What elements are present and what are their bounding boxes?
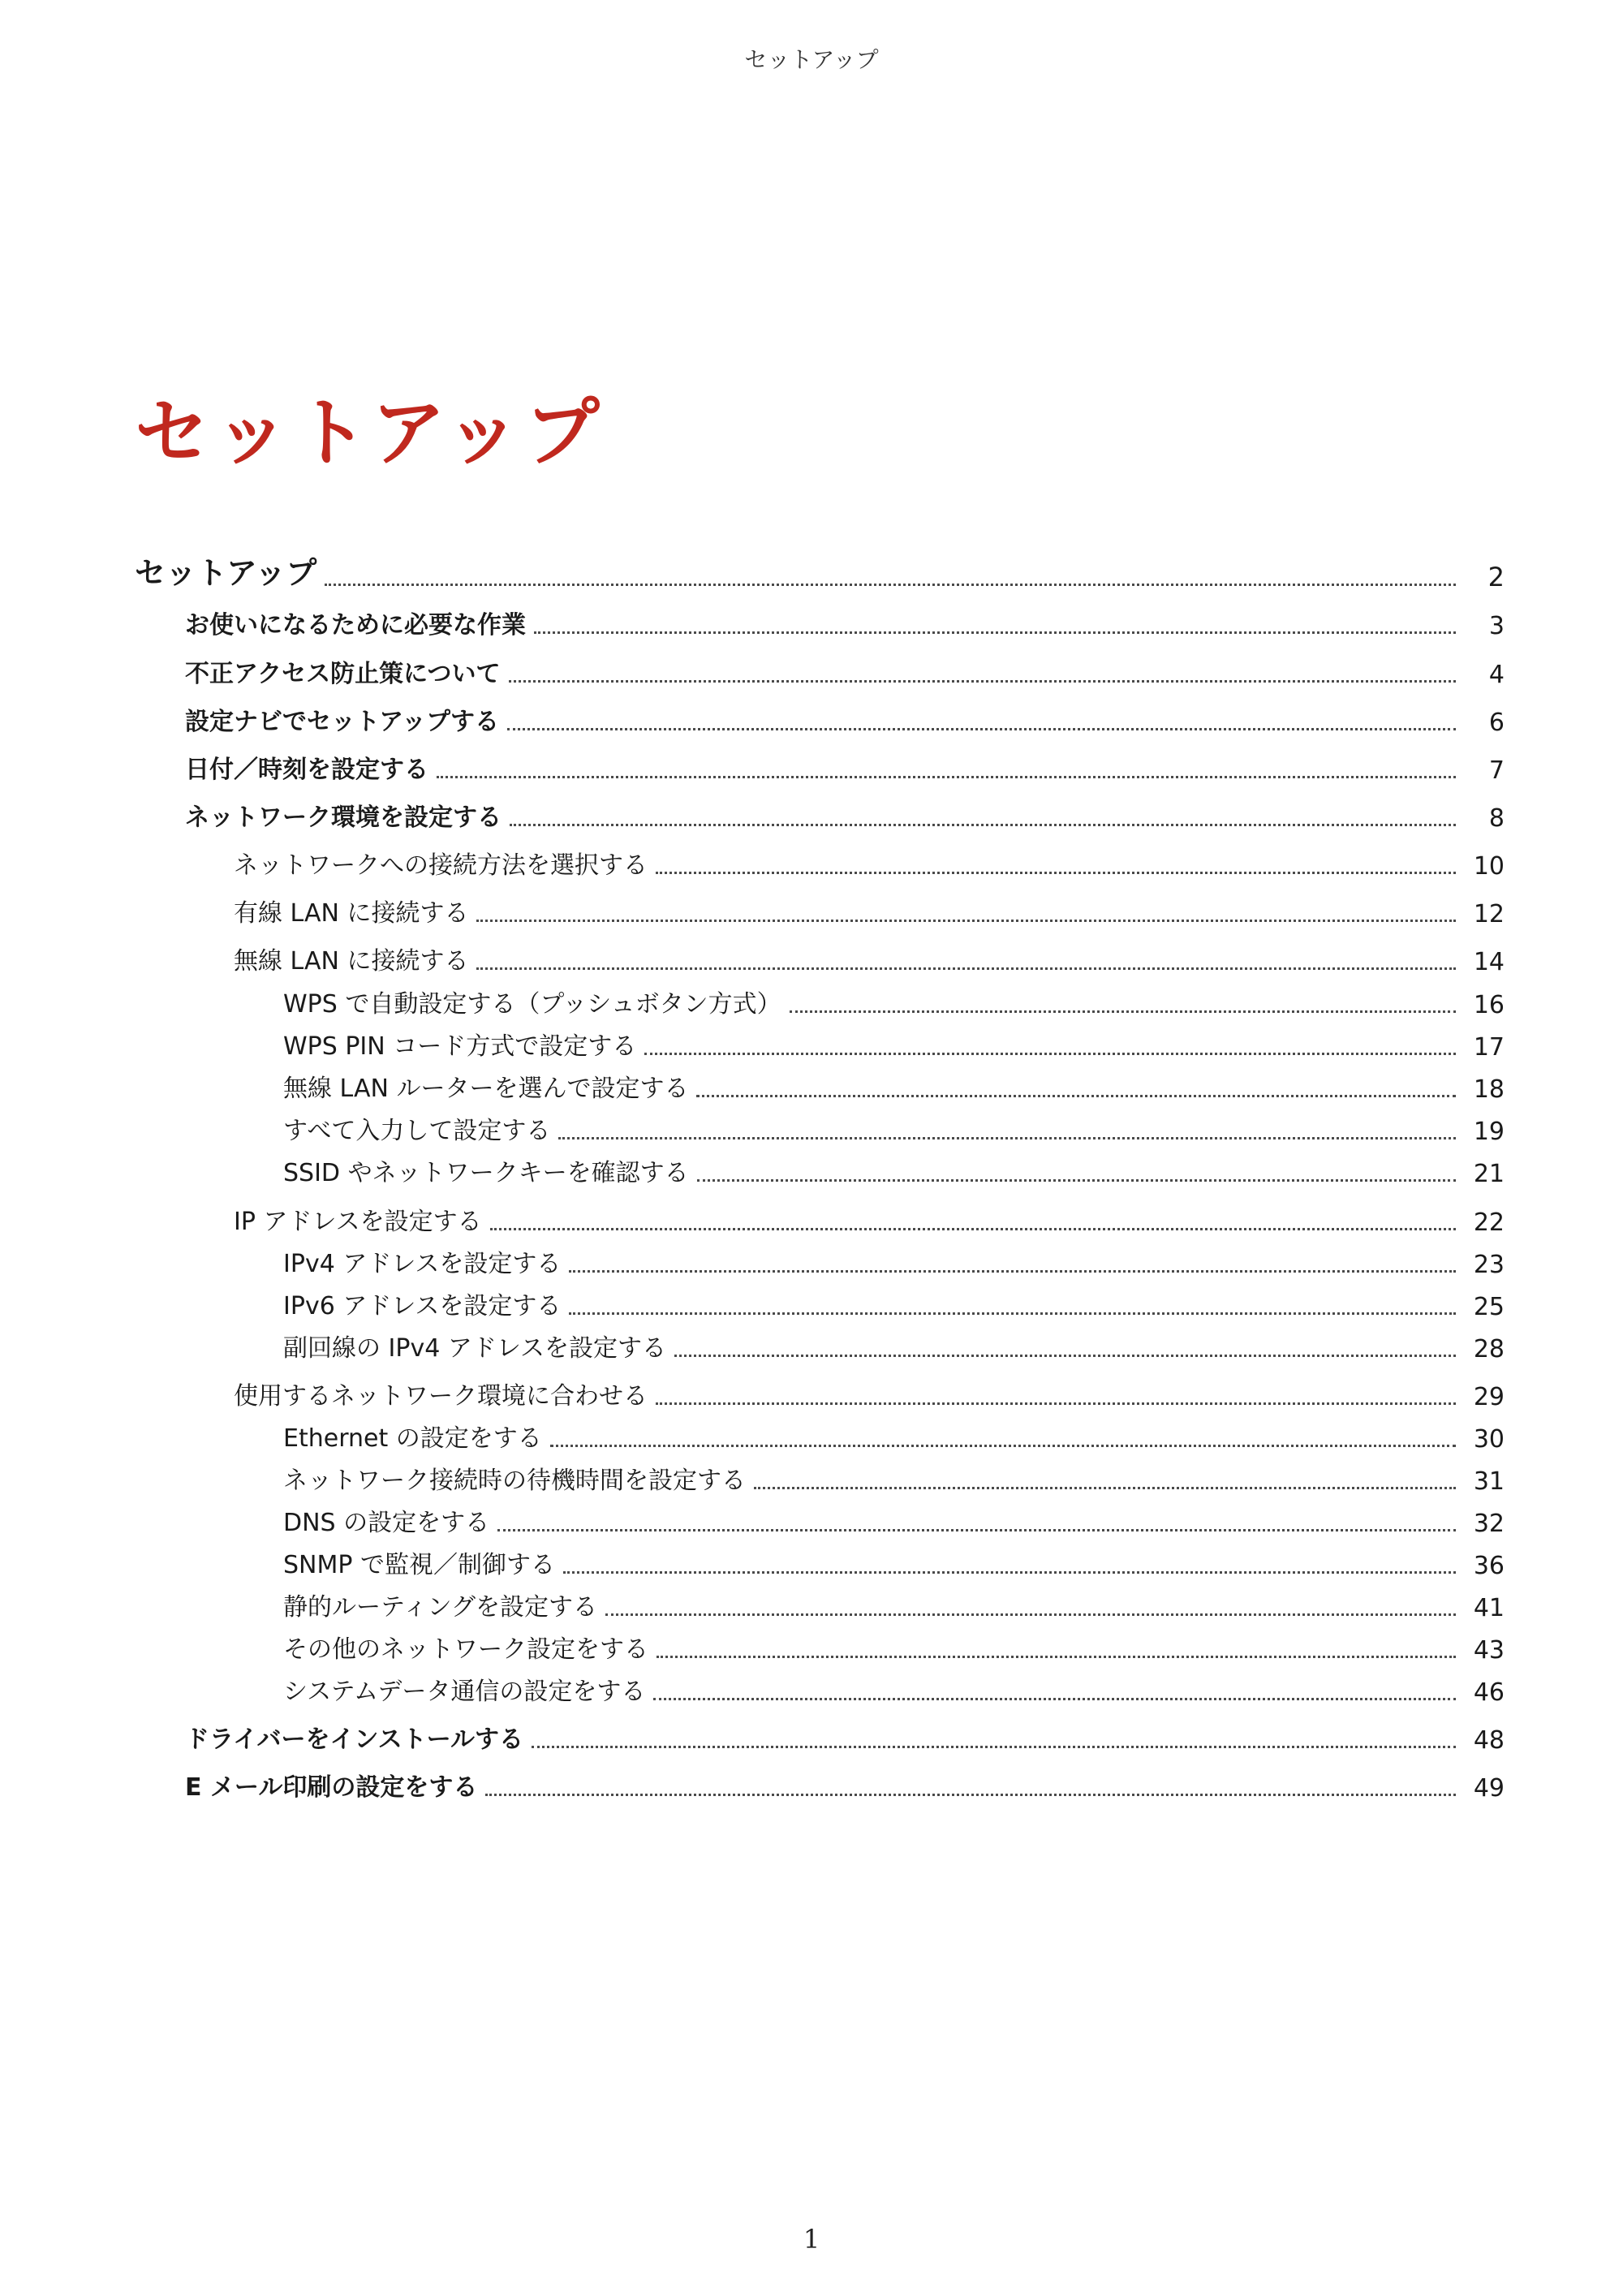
toc-entry-label: IPv4 アドレスを設定する [283,1250,562,1278]
toc-dot-leader [569,1312,1456,1315]
toc-dot-leader [569,1270,1456,1273]
toc-page-number: 7 [1488,756,1505,785]
toc-entry-label: ネットワーク環境を設定する [185,803,502,832]
toc-entry[interactable] [283,1026,1505,1062]
toc-page-number: 6 [1488,709,1505,737]
toc-dot-leader [497,1529,1456,1531]
toc-entry-label: WPS で自動設定する（プッシュボタン方式） [283,990,781,1019]
toc-dot-leader [656,1402,1456,1405]
toc-entry-label: ネットワークへの接続方法を選択する [234,851,648,880]
toc-page-number: 46 [1473,1678,1505,1707]
toc-entry[interactable] [185,605,1505,640]
toc-dot-leader [532,1746,1456,1748]
toc-entry[interactable] [135,548,1505,592]
toc-entry-label: IPv6 アドレスを設定する [283,1292,562,1320]
toc-entry-label: 静的ルーティングを設定する [283,1593,597,1622]
toc-entry[interactable] [283,1460,1505,1496]
toc-page-number: 19 [1473,1118,1505,1146]
toc-page-number: 17 [1473,1033,1505,1062]
toc-page-number: 2 [1487,562,1505,592]
toc-dot-leader [644,1053,1456,1055]
toc-entry-label: 日付／時刻を設定する [185,756,428,784]
toc-entry-label: 設定ナビでセットアップする [185,708,499,736]
toc-dot-leader [558,1137,1456,1139]
toc-page-number: 18 [1473,1075,1505,1104]
toc-dot-leader [696,1095,1456,1097]
toc-entry-label: すべて入力して設定する [283,1117,551,1145]
toc-dot-leader [476,920,1456,922]
toc-entry[interactable] [234,893,1505,928]
toc-entry-label: Ethernet の設定をする [283,1424,542,1453]
toc-page-number: 12 [1473,900,1505,928]
toc-entry-label: システムデータ通信の設定をする [283,1678,646,1706]
toc-entry-label: IP アドレスを設定する [234,1208,482,1236]
toc-dot-leader [485,1794,1456,1796]
toc-page-number: 4 [1488,661,1505,689]
toc-page-number: 21 [1473,1160,1505,1188]
toc-dot-leader [653,1698,1456,1700]
toc-entry-label: 無線 LAN ルーターを選んで設定する [283,1075,689,1103]
toc-entry[interactable] [185,749,1505,785]
toc-dot-leader [325,584,1456,586]
toc-entry[interactable] [283,1587,1505,1622]
toc-dot-leader [754,1487,1456,1489]
toc-entry-label: 使用するネットワーク環境に合わせる [234,1382,648,1411]
toc-dot-leader [657,1656,1456,1658]
toc-page-number: 36 [1473,1552,1505,1580]
toc-page-number: 31 [1473,1467,1505,1496]
toc-dot-leader [563,1571,1456,1574]
toc-dot-leader [605,1613,1456,1616]
toc-dot-leader [510,824,1456,826]
toc-entry-label: E メール印刷の設定をする [185,1773,478,1802]
toc-entry[interactable] [234,941,1505,976]
toc-entry[interactable] [185,701,1505,737]
toc-page-number: 16 [1473,991,1505,1019]
toc-entry[interactable] [283,1068,1505,1104]
toc-dot-leader [509,680,1457,683]
toc-entry-label: 有線 LAN に接続する [234,899,469,928]
toc-dot-leader [476,967,1456,970]
toc-entry[interactable] [185,653,1505,689]
toc-dot-leader [790,1010,1456,1013]
toc-entry-label: ネットワーク接続時の待機時間を設定する [283,1467,746,1495]
running-header: セットアップ [744,46,879,73]
toc-entry-label: SSID やネットワークキーを確認する [283,1159,689,1187]
toc-page-number: 28 [1473,1335,1505,1363]
toc-page-number: 22 [1473,1208,1505,1237]
toc-entry[interactable] [283,984,1505,1019]
toc-page-number: 25 [1473,1293,1505,1321]
toc-entry[interactable] [234,1201,1505,1237]
toc-page-number: 10 [1473,852,1505,881]
chapter-title: セットアップ [135,390,605,476]
toc-entry[interactable] [283,1328,1505,1363]
toc-entry-label: ドライバーをインストールする [185,1725,523,1754]
toc-entry-label: SNMP で監視／制御する [283,1551,555,1579]
toc-entry[interactable] [234,1376,1505,1411]
toc-page-number: 23 [1473,1251,1505,1279]
toc-entry[interactable] [185,797,1505,833]
toc-page-number: 8 [1488,804,1505,833]
toc-page-number: 43 [1473,1636,1505,1665]
toc-entry[interactable] [283,1629,1505,1665]
toc-page-number: 48 [1473,1726,1505,1755]
toc-entry-label: 無線 LAN に接続する [234,947,469,976]
toc-entry-label: 不正アクセス防止策について [185,660,501,688]
toc-page-number: 3 [1488,612,1505,640]
page-number: 1 [803,2224,820,2255]
toc-page-number: 14 [1473,948,1505,976]
toc-page-number: 30 [1473,1425,1505,1454]
toc-dot-leader [674,1355,1456,1357]
toc-page-number: 32 [1473,1510,1505,1538]
toc-entry-label: 副回線の IPv4 アドレスを設定する [283,1334,666,1363]
toc-dot-leader [507,728,1456,730]
toc-page-number: 29 [1473,1383,1505,1411]
toc-entry[interactable] [283,1418,1505,1454]
toc-entry[interactable] [283,1502,1505,1538]
toc-entry[interactable] [283,1286,1505,1321]
toc-entry[interactable] [283,1243,1505,1279]
toc-dot-leader [656,872,1456,874]
toc-entry[interactable] [185,1719,1505,1755]
toc-entry-label: その他のネットワーク設定をする [283,1635,648,1664]
toc-entry-label: WPS PIN コード方式で設定する [283,1032,637,1061]
toc-entry[interactable] [283,1544,1505,1580]
toc-page-number: 41 [1473,1594,1505,1622]
toc-dot-leader [550,1445,1456,1447]
toc-entry-label: お使いになるために必要な作業 [185,611,526,640]
toc-page-number: 49 [1473,1774,1505,1803]
toc-entry[interactable] [185,1767,1505,1803]
toc-dot-leader [490,1228,1456,1230]
toc-entry[interactable] [283,1152,1505,1188]
toc-entry[interactable] [283,1110,1505,1146]
toc-entry[interactable] [283,1671,1505,1707]
toc-dot-leader [534,631,1456,634]
toc-dot-leader [437,776,1456,778]
toc-entry[interactable] [234,845,1505,881]
toc-entry-label: セットアップ [135,555,317,591]
toc-entry-label: DNS の設定をする [283,1509,490,1537]
toc-dot-leader [697,1179,1456,1182]
